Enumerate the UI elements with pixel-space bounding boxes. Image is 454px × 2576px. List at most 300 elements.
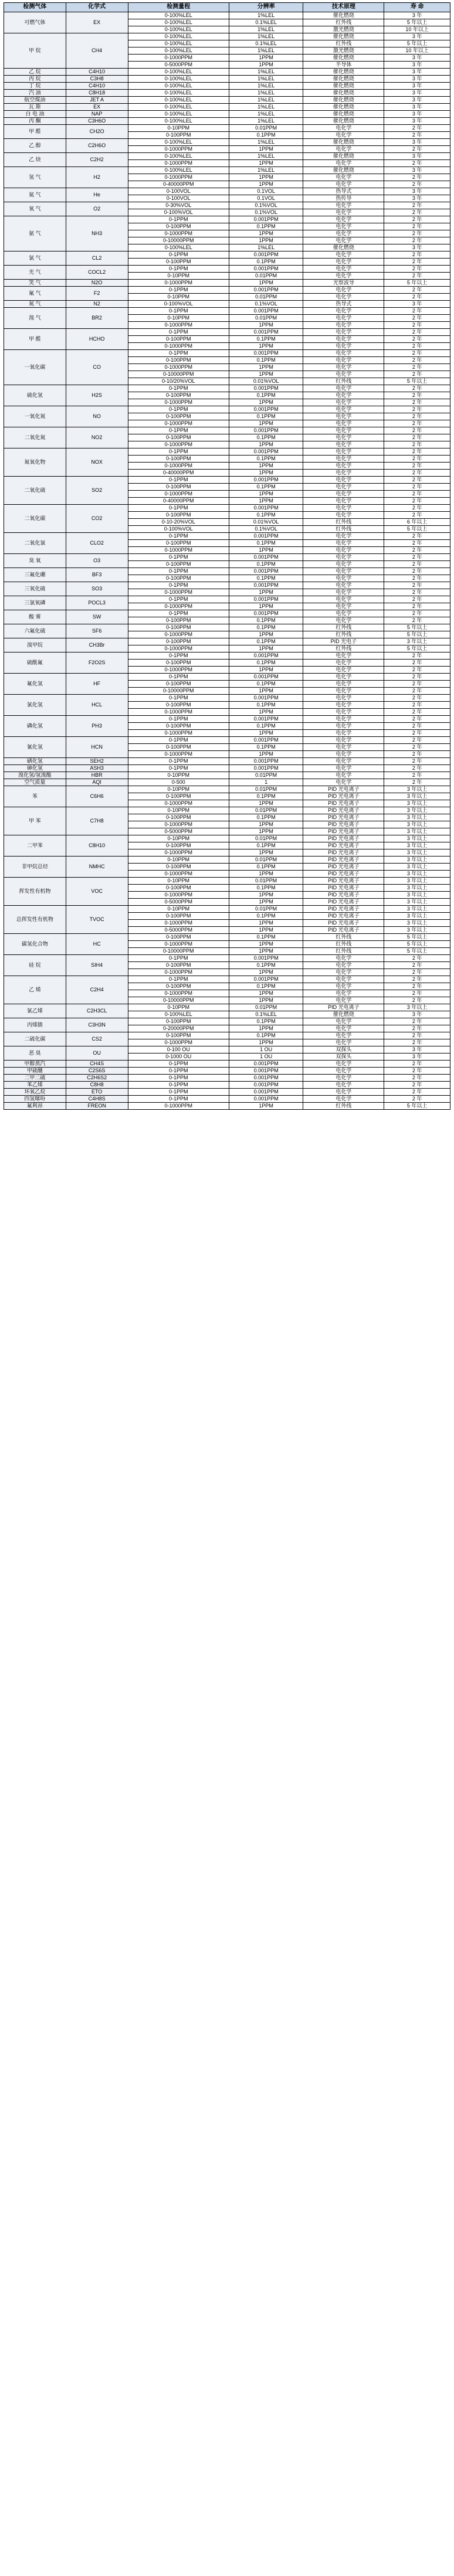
cell-range: 0-100VOL xyxy=(128,195,229,202)
cell-range: 0-5000PPM xyxy=(128,899,229,906)
cell-resolution: 0.001PPM xyxy=(229,1068,303,1075)
cell-resolution: 1PPM xyxy=(229,1103,303,1110)
cell-technology: 电化学 xyxy=(303,561,384,568)
table-row xyxy=(4,653,450,660)
cell-lifetime: 2 年 xyxy=(384,413,450,420)
cell-resolution: 1PPM xyxy=(229,688,303,695)
cell-resolution: 1PPM xyxy=(229,667,303,674)
cell-range: 0-1PPM xyxy=(128,758,229,765)
cell-range: 0-1PPM xyxy=(128,695,229,702)
cell-range: 0-100PPM xyxy=(128,392,229,399)
cell-lifetime: 2 年 xyxy=(384,491,450,498)
cell-lifetime: 2 年 xyxy=(384,983,450,990)
cell-gas-name: 二硫化碳 xyxy=(4,1032,66,1046)
cell-lifetime: 2 年 xyxy=(384,716,450,723)
cell-resolution: 0.1%LEL xyxy=(229,1011,303,1018)
cell-lifetime: 3 年 xyxy=(384,195,450,202)
cell-range: 0-1PPM xyxy=(128,385,229,392)
cell-technology: 电化学 xyxy=(303,364,384,371)
cell-technology: 电化学 xyxy=(303,336,384,343)
cell-technology: PID 光电离子 xyxy=(303,927,384,934)
cell-formula: C2H6S2 xyxy=(66,1075,128,1082)
cell-technology: PID 光电离子 xyxy=(303,793,384,800)
cell-formula: CH3Br xyxy=(66,638,128,653)
cell-resolution: 1%LEL xyxy=(229,26,303,33)
cell-range: 0-100%LEL xyxy=(128,90,229,97)
cell-formula: SW xyxy=(66,610,128,624)
cell-resolution: 0.1PPM xyxy=(229,660,303,667)
cell-resolution: 0.001PPM xyxy=(229,287,303,294)
cell-technology: 电化学 xyxy=(303,385,384,392)
cell-range: 0-40000PPM xyxy=(128,498,229,505)
cell-technology: 电化学 xyxy=(303,674,384,681)
cell-range: 0-100PPM xyxy=(128,814,229,821)
cell-lifetime: 2 年 xyxy=(384,976,450,983)
cell-lifetime: 3 年 xyxy=(384,1053,450,1061)
cell-technology: 激光燃烧 xyxy=(303,47,384,55)
cell-lifetime: 3 年 xyxy=(384,188,450,195)
cell-technology: 电化学 xyxy=(303,484,384,491)
cell-range: 0-1000PPM xyxy=(128,589,229,596)
cell-resolution: 0.1PPM xyxy=(229,540,303,547)
table-row xyxy=(4,167,450,174)
cell-gas-name: 氮氧化物 xyxy=(4,448,66,477)
cell-lifetime: 5 年以上 xyxy=(384,934,450,941)
cell-lifetime: 2 年 xyxy=(384,1032,450,1039)
cell-resolution: 1%LEL xyxy=(229,153,303,160)
cell-technology: 电化学 xyxy=(303,209,384,216)
cell-technology: 电化学 xyxy=(303,779,384,786)
cell-lifetime: 2 年 xyxy=(384,617,450,624)
cell-lifetime: 3 年 xyxy=(384,97,450,104)
cell-technology: 催化燃烧 xyxy=(303,111,384,118)
cell-lifetime: 2 年 xyxy=(384,709,450,716)
cell-lifetime: 2 年 xyxy=(384,146,450,153)
cell-range: 0-1PPM xyxy=(128,976,229,983)
cell-formula: C3H3N xyxy=(66,1018,128,1032)
cell-lifetime: 2 年 xyxy=(384,737,450,744)
cell-technology: 催化燃烧 xyxy=(303,90,384,97)
cell-resolution: 1PPM xyxy=(229,547,303,554)
table-row xyxy=(4,765,450,772)
cell-technology: 电化学 xyxy=(303,273,384,280)
cell-gas-name: 乙 烷 xyxy=(4,69,66,76)
cell-range: 0-1PPM xyxy=(128,610,229,617)
cell-formula: TVOC xyxy=(66,906,128,934)
cell-formula: JET A xyxy=(66,97,128,104)
cell-resolution: 0.01PPM xyxy=(229,857,303,864)
cell-range: 0-1PPM xyxy=(128,737,229,744)
table-row xyxy=(4,83,450,90)
cell-technology: 电化学 xyxy=(303,287,384,294)
cell-technology: 催化燃烧 xyxy=(303,153,384,160)
header-technology: 技术原理 xyxy=(303,3,384,12)
cell-technology: 电化学 xyxy=(303,125,384,132)
table-row xyxy=(4,695,450,702)
cell-range: 0-40000PPM xyxy=(128,181,229,188)
cell-gas-name: 氟利昂 xyxy=(4,1103,66,1110)
cell-formula: CH4 xyxy=(66,33,128,69)
table-row xyxy=(4,69,450,76)
cell-technology: 电化学 xyxy=(303,237,384,244)
cell-resolution: 0.1PPM xyxy=(229,934,303,941)
cell-range: 0-1PPM xyxy=(128,554,229,561)
cell-resolution: 0.01PPM xyxy=(229,878,303,885)
cell-technology: 催化燃烧 xyxy=(303,33,384,40)
cell-technology: 电化学 xyxy=(303,660,384,667)
cell-technology: 电化学 xyxy=(303,1018,384,1025)
cell-resolution: 0.001PPM xyxy=(229,329,303,336)
cell-formula: NO2 xyxy=(66,427,128,448)
cell-range: 0-100%VOL xyxy=(128,209,229,216)
cell-gas-name: 甲 烷 xyxy=(4,33,66,69)
cell-lifetime: 3 年以上 xyxy=(384,899,450,906)
table-body xyxy=(4,12,450,1110)
cell-technology: 红外线 xyxy=(303,519,384,526)
cell-resolution: 1%LEL xyxy=(229,83,303,90)
cell-resolution: 0.001PPM xyxy=(229,610,303,617)
cell-resolution: 1PPM xyxy=(229,927,303,934)
cell-lifetime: 3 年以上 xyxy=(384,849,450,857)
cell-range: 0-1000PPM xyxy=(128,800,229,807)
cell-lifetime: 2 年 xyxy=(384,554,450,561)
cell-formula: C4H8S xyxy=(66,1096,128,1103)
cell-resolution: 0.1PPM xyxy=(229,1032,303,1039)
cell-technology: 催化燃烧 xyxy=(303,139,384,146)
cell-formula: H2 xyxy=(66,167,128,188)
cell-range: 0-1000 OU xyxy=(128,1053,229,1061)
cell-technology: 电化学 xyxy=(303,1061,384,1068)
cell-resolution: 1PPM xyxy=(229,709,303,716)
cell-technology: 电化学 xyxy=(303,589,384,596)
cell-formula: POCL3 xyxy=(66,596,128,610)
cell-formula: CO2 xyxy=(66,505,128,533)
cell-technology: 电化学 xyxy=(303,997,384,1004)
cell-lifetime: 2 年 xyxy=(384,765,450,772)
cell-technology: 电化学 xyxy=(303,420,384,427)
cell-resolution: 1PPM xyxy=(229,730,303,737)
cell-range: 0-100PPM xyxy=(128,624,229,631)
cell-lifetime: 2 年 xyxy=(384,484,450,491)
cell-resolution: 0.001PPM xyxy=(229,758,303,765)
table-header-row xyxy=(4,3,450,12)
cell-range: 0-100PPM xyxy=(128,540,229,547)
cell-gas-name: 三氯氧磷 xyxy=(4,596,66,610)
cell-range: 0-100%VOL xyxy=(128,301,229,308)
cell-resolution: 0.1%VOL xyxy=(229,209,303,216)
cell-formula: HF xyxy=(66,674,128,695)
cell-resolution: 0.001PPM xyxy=(229,653,303,660)
cell-technology: 电化学 xyxy=(303,160,384,167)
cell-resolution: 0.1PPM xyxy=(229,744,303,751)
cell-technology: PID 光电离子 xyxy=(303,864,384,871)
cell-technology: PID 光电离子 xyxy=(303,906,384,913)
cell-formula: NO xyxy=(66,406,128,427)
cell-lifetime: 3 年 xyxy=(384,33,450,40)
cell-technology: 红外线 xyxy=(303,624,384,631)
cell-range: 0-1PPM xyxy=(128,533,229,540)
cell-range: 0-100PPM xyxy=(128,1018,229,1025)
table-row xyxy=(4,857,450,864)
table-row xyxy=(4,1004,450,1011)
cell-technology: 电化学 xyxy=(303,716,384,723)
cell-resolution: 0.1PPM xyxy=(229,434,303,441)
cell-technology: 电化学 xyxy=(303,751,384,758)
cell-technology: 热导式 xyxy=(303,301,384,308)
cell-lifetime: 2 年 xyxy=(384,955,450,962)
cell-gas-name: 二甲苯 xyxy=(4,835,66,857)
cell-technology: 红外线 xyxy=(303,526,384,533)
cell-resolution: 0.001PPM xyxy=(229,252,303,259)
cell-range: 0-1000PPM xyxy=(128,751,229,758)
cell-range: 0-100%LEL xyxy=(128,244,229,252)
cell-lifetime: 3 年 xyxy=(384,104,450,111)
table-row xyxy=(4,976,450,983)
cell-resolution: 1PPM xyxy=(229,463,303,470)
cell-lifetime: 3 年 xyxy=(384,118,450,125)
cell-lifetime: 3 年 xyxy=(384,1046,450,1053)
cell-lifetime: 2 年 xyxy=(384,371,450,378)
cell-range: 0-1PPM xyxy=(128,406,229,413)
cell-formula: SEH2 xyxy=(66,758,128,765)
table-row xyxy=(4,624,450,631)
cell-technology: 电化学 xyxy=(303,308,384,315)
cell-resolution: 0.01PPM xyxy=(229,125,303,132)
cell-resolution: 0.1PPM xyxy=(229,575,303,582)
cell-gas-name: 氨 气 xyxy=(4,216,66,252)
cell-resolution: 1%LEL xyxy=(229,90,303,97)
cell-gas-name: 氮 气 xyxy=(4,301,66,308)
cell-range: 0-100%VOL xyxy=(128,526,229,533)
cell-resolution: 1%LEL xyxy=(229,76,303,83)
cell-resolution: 1PPM xyxy=(229,821,303,828)
cell-technology: 电化学 xyxy=(303,990,384,997)
cell-range: 0-1000PPM xyxy=(128,990,229,997)
cell-range: 0-1000PPM xyxy=(128,441,229,448)
cell-lifetime: 3 年以上 xyxy=(384,913,450,920)
cell-gas-name: 乙 烯 xyxy=(4,976,66,1004)
cell-range: 0-1000PPM xyxy=(128,941,229,948)
cell-resolution: 0.1VOL xyxy=(229,188,303,195)
cell-gas-name: 氯化氢 xyxy=(4,695,66,716)
cell-gas-name: 六氟化硫 xyxy=(4,624,66,638)
cell-formula: PH3 xyxy=(66,716,128,737)
cell-range: 0-100PPM xyxy=(128,413,229,420)
cell-range: 0-1000PPM xyxy=(128,230,229,237)
table-row xyxy=(4,582,450,589)
cell-resolution: 0.001PPM xyxy=(229,1096,303,1103)
cell-lifetime: 2 年 xyxy=(384,392,450,399)
header-formula: 化学式 xyxy=(66,3,128,12)
table-row xyxy=(4,1018,450,1025)
cell-range: 0-100PPM xyxy=(128,357,229,364)
cell-technology: 红外线 xyxy=(303,631,384,638)
cell-lifetime: 2 年 xyxy=(384,470,450,477)
cell-technology: 电化学 xyxy=(303,744,384,751)
cell-lifetime: 3 年以上 xyxy=(384,821,450,828)
cell-range: 0-1000PPM xyxy=(128,920,229,927)
cell-lifetime: 2 年 xyxy=(384,695,450,702)
cell-range: 0-1000PPM xyxy=(128,892,229,899)
cell-lifetime: 3 年 xyxy=(384,167,450,174)
cell-range: 0-100%LEL xyxy=(128,167,229,174)
cell-gas-name: 氰化氢 xyxy=(4,737,66,758)
table-row xyxy=(4,12,450,19)
cell-lifetime: 2 年 xyxy=(384,1075,450,1082)
cell-range: 0-100PPM xyxy=(128,484,229,491)
cell-formula: CS2 xyxy=(66,1032,128,1046)
cell-resolution: 0.1PPM xyxy=(229,336,303,343)
cell-lifetime: 2 年 xyxy=(384,287,450,294)
cell-formula: VOC xyxy=(66,878,128,906)
cell-range: 0-10PPM xyxy=(128,294,229,301)
cell-lifetime: 2 年 xyxy=(384,498,450,505)
cell-lifetime: 3 年以上 xyxy=(384,638,450,645)
cell-technology: 电化学 xyxy=(303,533,384,540)
table-row xyxy=(4,906,450,913)
cell-gas-name: 甲 醛 xyxy=(4,125,66,139)
cell-lifetime: 2 年 xyxy=(384,266,450,273)
cell-range: 0-100%LEL xyxy=(128,153,229,160)
cell-range: 0-1000PPM xyxy=(128,709,229,716)
table-row xyxy=(4,505,450,512)
cell-technology: PID 光电子 xyxy=(303,638,384,645)
cell-range: 0-1PPM xyxy=(128,350,229,357)
cell-lifetime: 5 年以上 xyxy=(384,631,450,638)
cell-technology: 催化燃烧 xyxy=(303,167,384,174)
cell-gas-name: 可燃气体 xyxy=(4,12,66,33)
cell-resolution: 1PPM xyxy=(229,892,303,899)
cell-resolution: 1PPM xyxy=(229,55,303,62)
cell-lifetime: 2 年 xyxy=(384,329,450,336)
cell-technology: 电化学 xyxy=(303,477,384,484)
cell-lifetime: 2 年 xyxy=(384,202,450,209)
cell-formula: HCHO xyxy=(66,329,128,350)
cell-gas-name: 一氧化氮 xyxy=(4,406,66,427)
cell-technology: 红外线 xyxy=(303,645,384,653)
cell-range: 0-1PPM xyxy=(128,448,229,456)
cell-technology: 电化学 xyxy=(303,463,384,470)
table-row xyxy=(4,111,450,118)
cell-technology: PID 光电离子 xyxy=(303,899,384,906)
cell-resolution: 0.001PPM xyxy=(229,427,303,434)
cell-lifetime: 2 年 xyxy=(384,568,450,575)
cell-formula: SO2 xyxy=(66,477,128,505)
cell-formula: C2H4 xyxy=(66,976,128,1004)
cell-gas-name: 丙 酮 xyxy=(4,118,66,125)
cell-technology: 电化学 xyxy=(303,322,384,329)
cell-formula: C2S6S xyxy=(66,1068,128,1075)
cell-lifetime: 2 年 xyxy=(384,364,450,371)
cell-lifetime: 2 年 xyxy=(384,751,450,758)
cell-range: 0-100PPM xyxy=(128,885,229,892)
cell-gas-name: 非甲烷总烃 xyxy=(4,857,66,878)
cell-technology: 电化学 xyxy=(303,962,384,969)
table-row xyxy=(4,878,450,885)
cell-range: 0-100VOL xyxy=(128,188,229,195)
cell-range: 0-100%LEL xyxy=(128,97,229,104)
cell-resolution: 1PPM xyxy=(229,364,303,371)
cell-range: 0-100%LEL xyxy=(128,40,229,47)
cell-range: 0-100PPM xyxy=(128,1032,229,1039)
cell-range: 0-1000PPM xyxy=(128,1103,229,1110)
cell-technology: 红外线 xyxy=(303,948,384,955)
cell-lifetime: 2 年 xyxy=(384,772,450,779)
cell-range: 0-10000PPM xyxy=(128,997,229,1004)
cell-resolution: 0.01PPM xyxy=(229,772,303,779)
cell-resolution: 0.01PPM xyxy=(229,906,303,913)
cell-gas-name: 氟化氢 xyxy=(4,674,66,695)
cell-range: 0-1000PPM xyxy=(128,631,229,638)
cell-gas-name: 瓦 斯 xyxy=(4,104,66,111)
cell-lifetime: 3 年以上 xyxy=(384,927,450,934)
cell-technology: PID 光电离子 xyxy=(303,871,384,878)
cell-technology: 半导体 xyxy=(303,62,384,69)
cell-lifetime: 2 年 xyxy=(384,125,450,132)
cell-range: 0-100PPM xyxy=(128,132,229,139)
cell-technology: 电化学 xyxy=(303,216,384,223)
cell-formula: C2H3CL xyxy=(66,1004,128,1018)
cell-range: 0-100PPM xyxy=(128,864,229,871)
cell-resolution: 0.1PPM xyxy=(229,842,303,849)
cell-range: 0-100PPM xyxy=(128,723,229,730)
header-lifetime: 寿 命 xyxy=(384,3,450,12)
cell-technology: PID 光电离子 xyxy=(303,800,384,807)
table-row xyxy=(4,76,450,83)
cell-resolution: 1PPM xyxy=(229,174,303,181)
cell-gas-name: 丙烯腈 xyxy=(4,1018,66,1032)
cell-technology: 双探头 xyxy=(303,1046,384,1053)
cell-technology: 红外线 xyxy=(303,19,384,26)
cell-resolution: 1PPM xyxy=(229,849,303,857)
cell-resolution: 1PPM xyxy=(229,371,303,378)
cell-range: 0-1000PPM xyxy=(128,547,229,554)
cell-lifetime: 2 年 xyxy=(384,132,450,139)
cell-gas-name: 乙 醇 xyxy=(4,139,66,153)
cell-resolution: 1PPM xyxy=(229,631,303,638)
cell-gas-name: 氯 气 xyxy=(4,252,66,266)
cell-formula: H2S xyxy=(66,385,128,406)
cell-technology: 红外线 xyxy=(303,378,384,385)
cell-resolution: 0.1PPM xyxy=(229,681,303,688)
cell-range: 0-10PPM xyxy=(128,835,229,842)
cell-range: 0-100PPM xyxy=(128,259,229,266)
cell-lifetime: 2 年 xyxy=(384,336,450,343)
cell-lifetime: 2 年 xyxy=(384,223,450,230)
cell-range: 0-10000PPM xyxy=(128,237,229,244)
cell-resolution: 0.1PPM xyxy=(229,357,303,364)
cell-range: 0-100%LEL xyxy=(128,47,229,55)
table-row xyxy=(4,301,450,308)
cell-range: 0-10000PPM xyxy=(128,948,229,955)
cell-resolution: 1PPM xyxy=(229,603,303,610)
table-row xyxy=(4,554,450,561)
cell-lifetime: 2 年 xyxy=(384,343,450,350)
cell-lifetime: 2 年 xyxy=(384,779,450,786)
cell-formula: NAP xyxy=(66,111,128,118)
cell-technology: 电化学 xyxy=(303,568,384,575)
cell-gas-name: 二甲二硫 xyxy=(4,1075,66,1082)
cell-lifetime: 3 年 xyxy=(384,69,450,76)
cell-resolution: 1PPM xyxy=(229,920,303,927)
cell-lifetime: 2 年 xyxy=(384,174,450,181)
cell-gas-name: 硅 烷 xyxy=(4,955,66,976)
cell-lifetime: 3 年 xyxy=(384,76,450,83)
cell-range: 0-5000PPM xyxy=(128,927,229,934)
cell-resolution: 0.01PPM xyxy=(229,315,303,322)
table-row xyxy=(4,104,450,111)
table-row xyxy=(4,216,450,223)
